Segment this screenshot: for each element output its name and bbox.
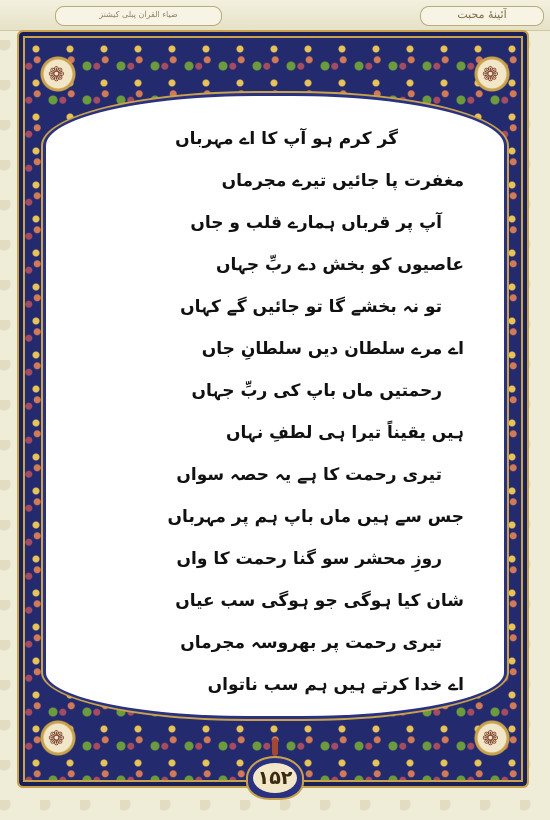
poem-line: تیری رحمت پر بھروسہ مجرماں [180,633,442,653]
poem-line: رحمتیں ماں باپ کی ربِّ جہاں [191,381,442,401]
poem-line: اے مرے سلطان دیں سلطانِ جاں [201,339,464,359]
poem-line: اے خدا کرتے ہیں ہم سب ناتواں [207,675,464,695]
flower-icon: ❁ [48,62,65,86]
publisher-cartouche [55,6,222,26]
flower-icon: ❁ [482,726,499,750]
badge-finial [272,738,278,756]
poem [80,120,472,710]
flower-icon: ❁ [482,62,499,86]
poem-line: گر کرم ہو آپ کا اے مہرباں [175,129,398,149]
poem-line: روزِ محشر سو گنا رحمت کا واں [176,549,442,569]
poem-line: جس سے ہیں ماں باپ ہم پر مہرباں [167,507,464,527]
poem-line: شان کیا ہوگی جو ہوگی سب عیاں [175,591,464,611]
corner-ornament-bottom-right [460,706,524,770]
corner-ornament-bottom-left [26,706,90,770]
poem-line: مغفرت پا جائیں تیرے مجرماں [221,171,464,191]
poem-line: آپ پر قرباں ہمارے قلب و جاں [190,213,442,233]
header-strip [0,0,550,31]
book-title-cartouche [420,6,544,26]
poem-line: تو نہ بخشے گا تو جائیں گے کہاں [180,297,442,317]
book-title: آئینهٔ محبت [457,8,507,21]
poem-line: تیری رحمت کا ہے یہ حصہ سواں [176,465,442,485]
corner-ornament-top-right [460,42,524,106]
corner-ornament-top-left [26,42,90,106]
page-number-badge [246,752,304,802]
poem-line: عاصیوں کو بخش دے ربِّ جہاں [216,255,464,275]
flower-icon: ❁ [48,726,65,750]
poem-line: ہیں یقیناً تیرا ہی لطفِ نہاں [226,423,464,443]
page-number: ۱۵۲ [257,767,293,789]
publisher-label: ضياء القرآن پبلى كيشنز [99,10,178,19]
